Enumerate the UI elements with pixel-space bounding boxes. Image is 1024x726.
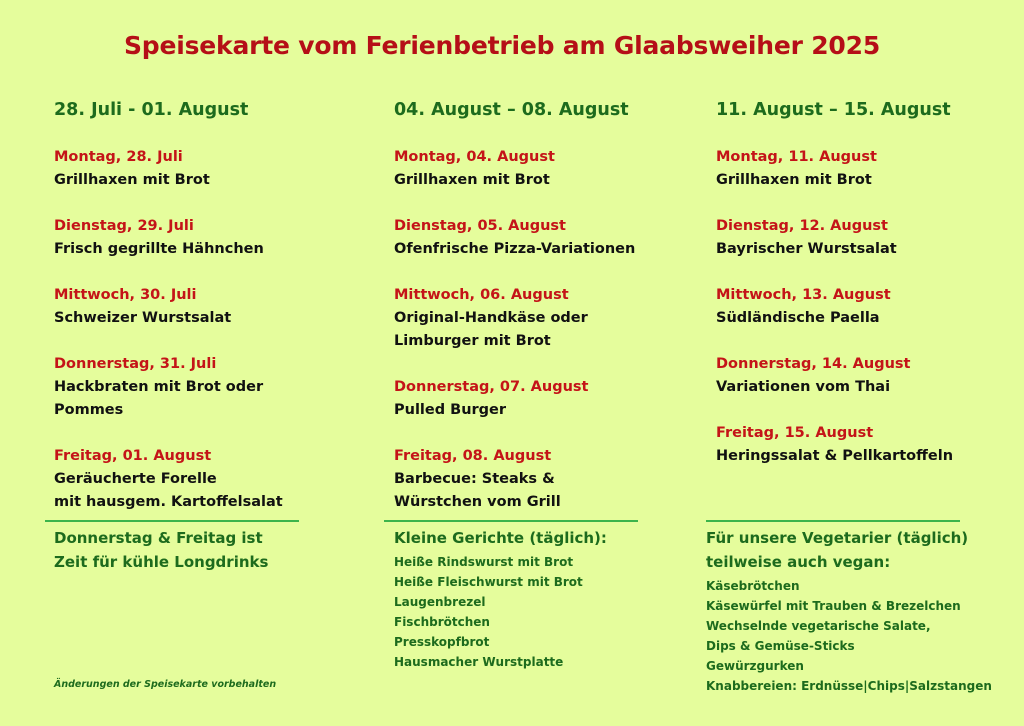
day-title: Freitag, 01. August (54, 448, 212, 464)
list-item: Presskopfbrot (394, 635, 490, 649)
vegetarian-list (706, 576, 1006, 696)
day-dish: Hackbraten mit Brot oder Pommes (54, 379, 264, 418)
list-item: Hausmacher Wurstplatte (394, 655, 564, 669)
menu-day (716, 284, 1024, 330)
day-dish: Ofenfrische Pizza-Variationen (394, 241, 636, 257)
small-dishes-section (394, 526, 694, 672)
week-column-2 (394, 97, 704, 537)
list-item: Fischbrötchen (394, 615, 490, 629)
week-column-1 (54, 97, 364, 537)
day-title: Freitag, 08. August (394, 448, 552, 464)
vegetarian-heading: Für unsere Vegetarier (täglich) teilweise auch vegan: (706, 529, 969, 571)
day-title: Dienstag, 29. Juli (54, 218, 194, 234)
menu-day (54, 215, 364, 261)
day-dish: Geräucherte Forelle mit hausgem. Kartoffelsalat (54, 471, 283, 510)
page-title: Speisekarte vom Ferienbetrieb am Glaabsweiher 2025 (123, 31, 881, 60)
menu-day (394, 284, 704, 353)
menu-day (54, 146, 364, 192)
day-title: Donnerstag, 07. August (394, 379, 589, 395)
day-title: Montag, 11. August (716, 149, 877, 165)
list-item: Dips & Gemüse-Sticks (706, 639, 855, 653)
day-title: Freitag, 15. August (716, 425, 874, 441)
week-header: 28. Juli - 01. August (54, 100, 249, 120)
day-dish: Original-Handkäse oder Limburger mit Brot (394, 310, 588, 349)
day-title: Dienstag, 05. August (394, 218, 566, 234)
list-item: Käsebrötchen (706, 579, 800, 593)
list-item: Gewürzgurken (706, 659, 804, 673)
day-dish: Frisch gegrillte Hähnchen (54, 241, 264, 257)
section-divider (384, 520, 638, 522)
day-title: Donnerstag, 14. August (716, 356, 911, 372)
menu-day (54, 445, 364, 514)
list-item: Käsewürfel mit Trauben & Brezelchen (706, 599, 961, 613)
day-dish: Barbecue: Steaks & Würstchen vom Grill (394, 471, 561, 510)
list-item: Heiße Fleischwurst mit Brot (394, 575, 583, 589)
week-column-3 (716, 97, 1024, 491)
vegetarian-section (706, 526, 1006, 696)
section-divider (45, 520, 299, 522)
list-item: Laugenbrezel (394, 595, 486, 609)
day-dish: Grillhaxen mit Brot (394, 172, 550, 188)
list-item: Knabbereien: Erdnüsse|Chips|Salzstangen (706, 679, 992, 693)
menu-day (716, 215, 1024, 261)
menu-day (394, 215, 704, 261)
longdrinks-note (54, 526, 354, 574)
day-title: Donnerstag, 31. Juli (54, 356, 217, 372)
day-title: Mittwoch, 13. August (716, 287, 891, 303)
list-item: Heiße Rindswurst mit Brot (394, 555, 574, 569)
day-title: Montag, 04. August (394, 149, 555, 165)
week-header: 04. August – 08. August (394, 100, 629, 120)
footnote: Änderungen der Speisekarte vorbehalten (54, 679, 277, 690)
day-dish: Heringssalat & Pellkartoffeln (716, 448, 954, 464)
menu-day (716, 146, 1024, 192)
day-dish: Südländische Paella (716, 310, 880, 326)
day-title: Mittwoch, 06. August (394, 287, 569, 303)
menu-day (54, 284, 364, 330)
menu-day (716, 353, 1024, 399)
menu-day (54, 353, 364, 422)
menu-day (394, 146, 704, 192)
list-item: Wechselnde vegetarische Salate, (706, 619, 931, 633)
longdrinks-text: Donnerstag & Freitag ist Zeit für kühle Longdrinks (54, 529, 269, 571)
week-header: 11. August – 15. August (716, 100, 951, 120)
small-dishes-heading: Kleine Gerichte (täglich): (394, 529, 607, 547)
menu-day (394, 445, 704, 514)
day-dish: Schweizer Wurstsalat (54, 310, 232, 326)
day-title: Montag, 28. Juli (54, 149, 183, 165)
menu-day (716, 422, 1024, 468)
day-title: Dienstag, 12. August (716, 218, 888, 234)
small-dishes-list (394, 552, 694, 672)
day-dish: Grillhaxen mit Brot (716, 172, 872, 188)
day-dish: Variationen vom Thai (716, 379, 891, 395)
day-dish: Pulled Burger (394, 402, 507, 418)
menu-day (394, 376, 704, 422)
day-dish: Bayrischer Wurstsalat (716, 241, 897, 257)
day-title: Mittwoch, 30. Juli (54, 287, 197, 303)
section-divider (706, 520, 960, 522)
day-dish: Grillhaxen mit Brot (54, 172, 210, 188)
